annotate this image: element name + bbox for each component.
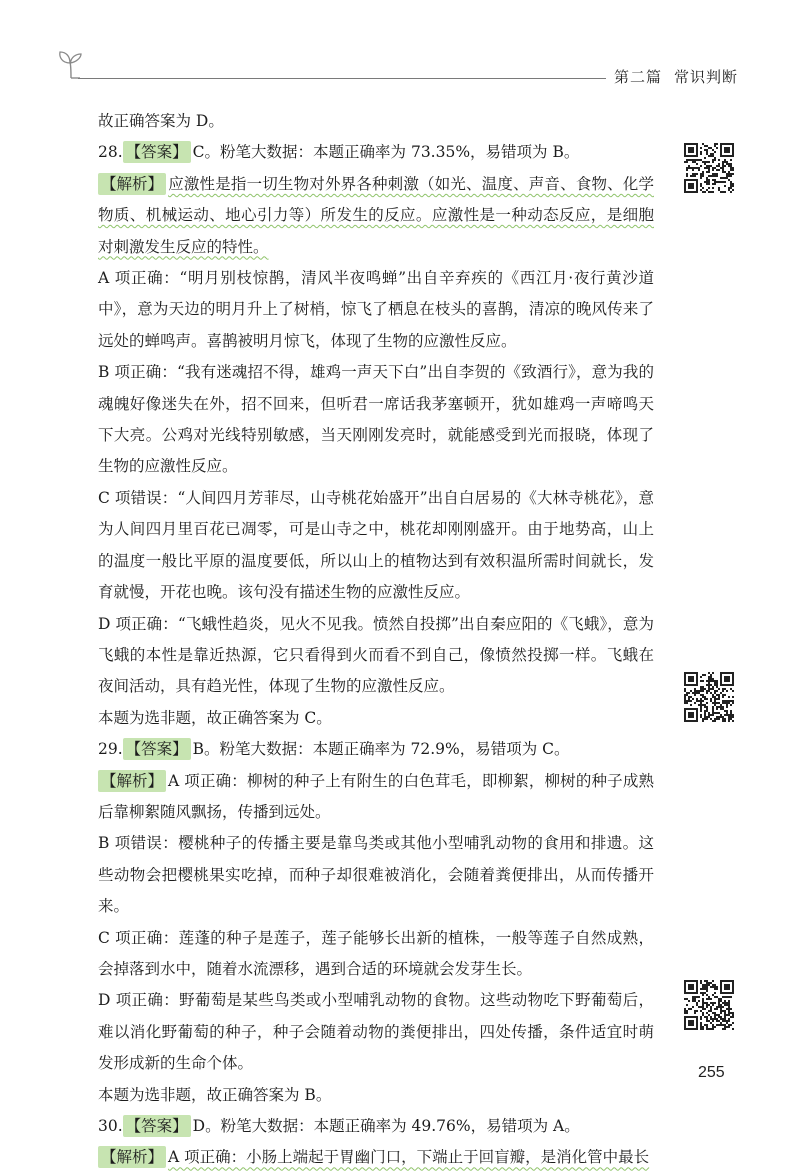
analysis-tag: 【解析】 [98, 770, 166, 792]
answer-paragraph: 29. 【答案】 B。粉笔大数据：本题正确率为 72.9%，易错项为 C。 [98, 740, 570, 759]
header-title [614, 66, 750, 87]
answer-tag: 【答案】 [123, 1115, 191, 1137]
paragraph: D 项正确：野葡萄是某些鸟类或小型哺乳动物的食物。这些动物吃下野葡萄后，难以消化野葡萄的种子，种子会随着动物的粪便排出，四处传播，条件适宜时萌发形成新的生命个体。 [98, 991, 654, 1073]
analysis-paragraph: 【解析】 A 项正确：柳树的种子上有附生的白色茸毛，即柳絮，柳树的种子成熟后靠柳絮随风飘扬，传播到远处。 [98, 771, 654, 821]
page-number: 255 [698, 1064, 725, 1081]
analysis-paragraph: 【解析】 A 项正确：小肠上端起于胃幽门口，下端止于回盲瓣，是消化管中最长 [98, 1142, 654, 1173]
answer-paragraph: 30. 【答案】 D。粉笔大数据：本题正确率为 49.76%，易错项为 A。 [98, 1117, 580, 1135]
qr-code[interactable] [684, 980, 734, 1030]
page-content [98, 106, 654, 1174]
paragraph: B 项正确：“我有迷魂招不得，雄鸡一声天下白”出自李贺的《致酒行》，意为我的魂魄好像迷失在外，招不回来，但听君一席话我茅塞顿开，犹如雄鸡一声啼鸣天下大亮。公鸡对光线特别敏感，当天刚刚发亮时，就能感受到光而报晓，体现了生物的应激性反应。 [98, 363, 654, 476]
question-number: 30. [98, 1117, 123, 1135]
analysis-tag: 【解析】 [98, 173, 166, 195]
answer-tag: 【答案】 [123, 738, 191, 760]
qr-code[interactable] [684, 672, 734, 722]
paragraph: 本题为选非题，故正确答案为 C。 [98, 708, 332, 727]
page-header [0, 0, 800, 110]
analysis-text: 应激性是指一切生物对外界各种刺激（如光、温度、声音、食物、化学物质、机械运动、地心引力等）所发生的反应。应激性是一种动态反应，是细胞对刺激发生反应的特性。 [98, 174, 654, 256]
paragraph: 本题为选非题，故正确答案为 B。 [98, 1085, 332, 1104]
answer-tag: 【答案】 [123, 141, 191, 163]
header-section: 常识判断 [674, 68, 739, 86]
question-number: 28. [98, 143, 123, 162]
header-part: 第二篇 [614, 68, 663, 86]
analysis-paragraph [98, 169, 654, 263]
paragraph: B 项错误：樱桃种子的传播主要是靠鸟类或其他小型哺乳动物的食用和排遗。这些动物会把樱桃果实吃掉，而种子却很难被消化，会随着粪便排出，从而传播开来。 [98, 834, 654, 916]
paragraph: D 项正确：“飞蛾性趋炎，见火不见我。愤然自投掷”出自秦应阳的《飞蛾》，意为飞蛾的本性是靠近热源，它只看得到火而看不到自己，像愤然投掷一样。飞蛾在夜间活动，具有趋光性，体现了生物的应激性反应。 [98, 614, 654, 696]
question-number: 29. [98, 740, 123, 759]
paragraph: A 项正确：“明月别枝惊鹊，清风半夜鸣蝉”出自辛弃疾的《西江月·夜行黄沙道中》，意为天边的明月升上了树梢，惊飞了栖息在枝头的喜鹊，清凉的晚风传来了远处的蝉鸣声。喜鹊被明月惊飞，体现了生物的应激性反应。 [98, 269, 654, 350]
paragraph: 故正确答案为 D。 [98, 112, 224, 130]
header-rule [78, 78, 606, 79]
paragraph: C 项错误：“人间四月芳菲尽，山寺桃花始盛开”出自白居易的《大林寺桃花》，意为人间四月里百花已凋零，可是山寺之中，桃花却刚刚盛开。由于地势高，山上的温度一般比平原的温度要低，所以山上的植物达到有效积温所需时间就长，发育就慢，开花也晚。该句没有描述生物的应激性反应。 [98, 488, 654, 602]
paragraph: C 项正确：莲蓬的种子是莲子，莲子能够长出新的植株，一般等莲子自然成熟，会掉落到水中，随着水流漂移，遇到合适的环境就会发芽生长。 [98, 928, 654, 978]
analysis-tag: 【解析】 [98, 1146, 166, 1168]
sprout-icon [58, 48, 84, 80]
answer-paragraph: 28. 【答案】 C。粉笔大数据：本题正确率为 73.35%，易错项为 B。 [98, 143, 580, 162]
qr-code[interactable] [684, 143, 734, 193]
